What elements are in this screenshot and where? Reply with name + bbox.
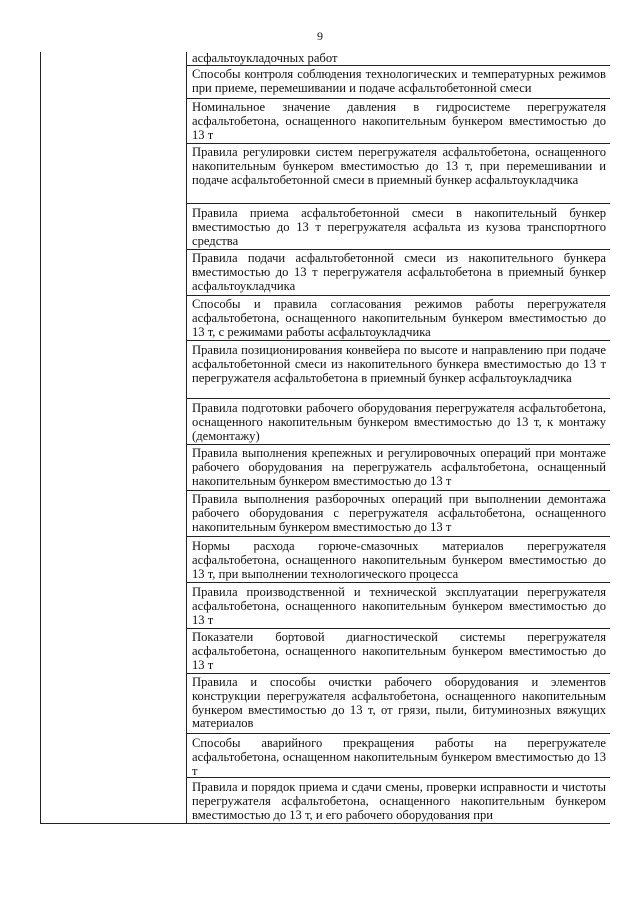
table-row: Номинальное значение давления в гидросистеме перегружателя асфальтобетона, оснащенного накопительным бункером вместимостью до 13 т bbox=[187, 99, 610, 144]
table-row: Правила и порядок приема и сдачи смены, проверки исправности и чистоты перегружателя асфальтобетона, оснащенного накопительным бункером вместимостью до 13 т, и его рабочего оборудования при bbox=[192, 780, 606, 822]
table-row: Правила приема асфальтобетонной смеси в накопительный бункер вместимостью до 13 т перегружателя асфальта из кузова транспортного средства bbox=[187, 204, 610, 250]
table-row: Правила позиционирования конвейера по высоте и направлению при подаче асфальтобетонной смеси из накопительного бункера вместимостью до 13 т перегружателя асфальтобетона в приемный бункер асфальтоукладчика bbox=[187, 341, 610, 399]
table-row: Правила и способы очистки рабочего оборудования и элементов конструкции перегружателя асфальтобетона, оснащенного накопительным бункером вместимостью до 13 т, от грязи, пыли, битуминозных вяжущих материалов bbox=[187, 674, 610, 734]
table-row: Правила регулировки систем перегружателя асфальтобетона, оснащенного накопительным бункером вместимостью до 13 т, при перемешивании и подаче асфальтобетонной смеси в приемный бункер асфальтоукладчика bbox=[187, 144, 610, 204]
table-row: Показатели бортовой диагностической системы перегружателя асфальтобетона, оснащенного накопительным бункером вместимостью до 13 т bbox=[187, 629, 610, 674]
table-row: Правила выполнения разборочных операций при выполнении демонтажа рабочего оборудования с перегружателя асфальтобетона, оснащенного накопительным бункером вместимостью до 13 т bbox=[187, 491, 610, 537]
table-row: Правила производственной и технической эксплуатации перегружателя асфальтобетона, оснащенного накопительным бункером вместимостью до 13 т bbox=[187, 583, 610, 629]
table-row: Нормы расхода горюче-смазочных материалов перегружателя асфальтобетона, оснащенного накопительным бункером вместимостью до 13 т, при выполнении технологического процесса bbox=[187, 537, 610, 583]
table-row: асфальтоукладочных работ bbox=[187, 52, 610, 66]
table-row: Правила подготовки рабочего оборудования перегружателя асфальтобетона, оснащенного накопительным бункером вместимостью до 13 т, к монтажу (демонтажу) bbox=[187, 399, 610, 445]
table-left-column bbox=[41, 52, 187, 823]
table-row: Способы контроля соблюдения технологических и температурных режимов при приеме, перемешивании и подаче асфальтобетонной смеси bbox=[187, 66, 610, 99]
table-right-column bbox=[187, 52, 610, 823]
table-row: Способы аварийного прекращения работы на перегружателе асфальтобетона, оснащенном накопительным бункером вместимостью до 13 т bbox=[187, 734, 610, 778]
table-row: Способы и правила согласования режимов работы перегружателя асфальтобетона, оснащенного накопительным бункером вместимостью до 13 т, с режимами работы асфальтоукладчика bbox=[187, 296, 610, 341]
table-row: Правила подачи асфальтобетонной смеси из накопительного бункера вместимостью до 13 т перегружателя асфальтобетона в приемный бункер асфальтоукладчика bbox=[187, 250, 610, 296]
table-row: Правила выполнения крепежных и регулировочных операций при монтаже рабочего оборудования на перегружатель асфальтобетона, оснащенный накопительным бункером вместимостью до 13 т bbox=[187, 445, 610, 491]
page-number: 9 bbox=[317, 29, 323, 43]
knowledge-table bbox=[40, 52, 610, 824]
